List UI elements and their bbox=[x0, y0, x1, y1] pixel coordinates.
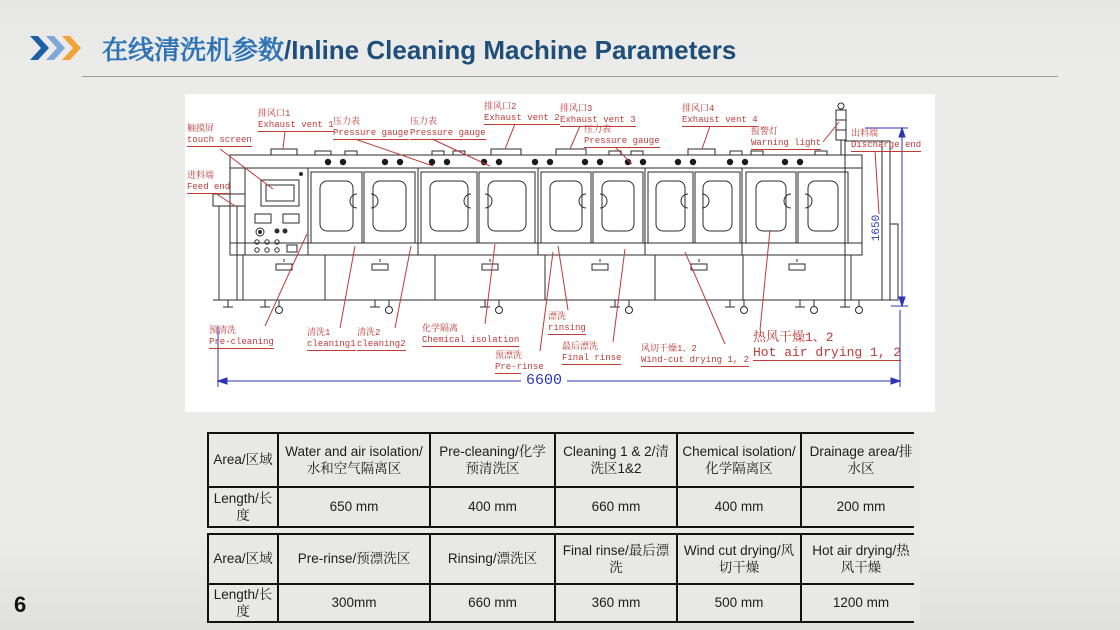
diagram-label-cleaning-1-en: cleaning1 bbox=[307, 339, 356, 349]
diagram-label-pressure-gauge-2-en: Pressure gauge bbox=[410, 128, 486, 138]
diagram-label-hot-air-drying-cn: 热风干燥1、2 bbox=[753, 330, 834, 345]
diagram-label-pressure-gauge-3-cn: 压力表 bbox=[584, 125, 612, 135]
diagram-label-exhaust-vent-3-en: Exhaust vent 3 bbox=[560, 115, 636, 125]
diagram-label-warning-light-cn: 报警灯 bbox=[751, 127, 779, 137]
diagram-label-exhaust-vent-3-cn: 排风口3 bbox=[560, 104, 593, 114]
diagram-label-cleaning-1-cn: 清洗1 bbox=[307, 328, 331, 338]
diagram-label-final-rinse-cn: 最后漂洗 bbox=[562, 342, 599, 352]
page-title-chinese: 在线清洗机参数 bbox=[102, 35, 285, 65]
diagram-label-feed-end-cn: 进料端 bbox=[187, 171, 215, 181]
diagram-label-wind-cut-drying-cn: 风切干燥1、2 bbox=[641, 344, 697, 354]
diagram-label-wind-cut-drying-en: Wind-cut drying 1, 2 bbox=[641, 355, 750, 365]
diagram-label-cleaning-2-en: cleaning2 bbox=[357, 339, 406, 349]
table-length-cell: 360 mm bbox=[556, 585, 676, 621]
machine-diagram-panel bbox=[185, 94, 935, 412]
parameters-table-upper bbox=[207, 432, 914, 528]
page-number: 6 bbox=[14, 592, 27, 617]
table-length-cell: 200 mm bbox=[802, 488, 920, 526]
table-length-cell: 400 mm bbox=[431, 488, 554, 526]
table-row-header-cell: Area/区域 bbox=[209, 535, 277, 583]
pressure-gauge-dots bbox=[325, 159, 803, 165]
table-length-cell: 300mm bbox=[279, 585, 429, 621]
table-row-header-cell: Length/长度 bbox=[209, 585, 277, 621]
diagram-label-discharge-end-en: Discharge end bbox=[851, 140, 922, 150]
table-area-cell: Pre-rinse/预漂洗区 bbox=[279, 535, 429, 583]
table-area-cell: Drainage area/排水区 bbox=[802, 434, 920, 486]
dimension-height-label: 1650 bbox=[871, 214, 883, 242]
diagram-label-warning-light-en: Warning light bbox=[751, 138, 822, 148]
diagram-label-pre-rinse-en: Pre-rinse bbox=[495, 362, 544, 372]
dimension-length-label: 6600 bbox=[521, 372, 567, 389]
diagram-label-exhaust-vent-4-en: Exhaust vent 4 bbox=[682, 115, 758, 125]
diagram-label-cleaning-2-cn: 清洗2 bbox=[357, 328, 381, 338]
diagram-label-chemical-isolation-en: Chemical isolation bbox=[422, 335, 520, 345]
diagram-label-chemical-isolation-cn: 化学隔离 bbox=[422, 324, 459, 334]
label-leader-lines bbox=[215, 122, 879, 351]
diagram-label-feed-end-en: Feed end bbox=[187, 182, 231, 192]
table-length-cell: 650 mm bbox=[279, 488, 429, 526]
diagram-label-pressure-gauge-2-cn: 压力表 bbox=[410, 117, 438, 127]
slide-title-row bbox=[30, 30, 736, 66]
table-length-cell: 1200 mm bbox=[802, 585, 920, 621]
page-title-english: /Inline Cleaning Machine Parameters bbox=[284, 34, 737, 65]
diagram-label-exhaust-vent-1-cn: 排风口1 bbox=[258, 109, 291, 119]
machine-line-drawing bbox=[185, 94, 935, 412]
diagram-label-pressure-gauge-1-cn: 压力表 bbox=[333, 117, 361, 127]
table-area-cell: Water and air isolation/水和空气隔离区 bbox=[279, 434, 429, 486]
title-divider-line bbox=[82, 76, 1058, 77]
diagram-label-discharge-end-cn: 出料端 bbox=[851, 129, 879, 139]
table-area-cell: Hot air drying/热风干燥 bbox=[802, 535, 920, 583]
page-title bbox=[102, 30, 736, 67]
diagram-label-final-rinse-en: Final rinse bbox=[562, 353, 622, 363]
diagram-label-exhaust-vent-4-cn: 排风口4 bbox=[682, 104, 715, 114]
table-length-cell: 500 mm bbox=[678, 585, 800, 621]
diagram-label-pre-cleaning-cn: 预清洗 bbox=[209, 326, 237, 336]
diagram-label-pressure-gauge-1-en: Pressure gauge bbox=[333, 128, 409, 138]
table-area-cell: Pre-cleaning/化学预清洗区 bbox=[431, 434, 554, 486]
table-row-header-cell: Area/区域 bbox=[209, 434, 277, 486]
table-area-cell: Wind cut drying/风切干燥 bbox=[678, 535, 800, 583]
triple-chevron-icon bbox=[30, 34, 88, 62]
table-area-cell: Chemical isolation/化学隔离区 bbox=[678, 434, 800, 486]
diagram-label-exhaust-vent-2-cn: 排风口2 bbox=[484, 102, 517, 112]
diagram-label-pre-cleaning-en: Pre-cleaning bbox=[209, 337, 274, 347]
dimension-lines bbox=[218, 128, 908, 387]
machine-feet bbox=[223, 300, 863, 314]
table-area-cell: Rinsing/漂洗区 bbox=[431, 535, 554, 583]
table-length-cell: 660 mm bbox=[556, 488, 676, 526]
diagram-label-pressure-gauge-3-en: Pressure gauge bbox=[584, 136, 660, 146]
diagram-label-touch-screen-cn: 触摸屏 bbox=[187, 124, 215, 134]
diagram-label-rinsing-cn: 漂洗 bbox=[548, 312, 567, 322]
parameters-table-lower bbox=[207, 533, 914, 623]
machine-body bbox=[213, 103, 898, 314]
table-length-cell: 660 mm bbox=[431, 585, 554, 621]
diagram-label-rinsing-en: rinsing bbox=[548, 323, 586, 333]
diagram-label-pre-rinse-cn: 预漂洗 bbox=[495, 351, 523, 361]
table-area-cell: Final rinse/最后漂洗 bbox=[556, 535, 676, 583]
diagram-label-exhaust-vent-2-en: Exhaust vent 2 bbox=[484, 113, 560, 123]
table-area-cell: Cleaning 1 & 2/清洗区1&2 bbox=[556, 434, 676, 486]
diagram-label-hot-air-drying-en: Hot air drying 1, 2 bbox=[753, 345, 902, 360]
diagram-label-exhaust-vent-1-en: Exhaust vent 1 bbox=[258, 120, 334, 130]
table-length-cell: 400 mm bbox=[678, 488, 800, 526]
table-row-header-cell: Length/长度 bbox=[209, 488, 277, 526]
diagram-label-touch-screen-en: touch screen bbox=[187, 135, 252, 145]
